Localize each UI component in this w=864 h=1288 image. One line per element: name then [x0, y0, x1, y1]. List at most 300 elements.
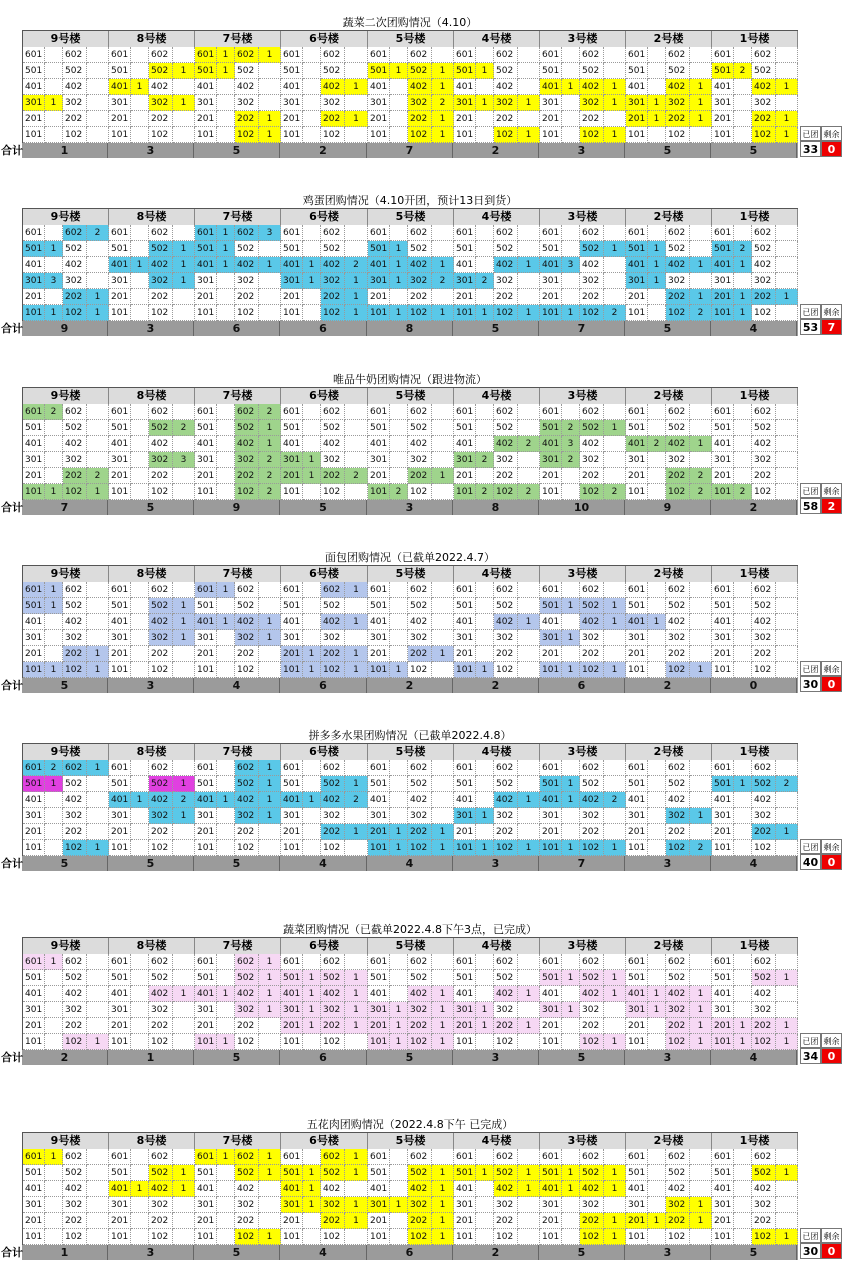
- order-count: [562, 1018, 580, 1034]
- room-cell: 601: [195, 225, 217, 241]
- order-count: 1: [259, 127, 281, 143]
- order-count: [432, 662, 454, 678]
- room-cell: 402: [149, 792, 173, 808]
- order-count: [432, 808, 454, 824]
- room-cell: 202: [149, 468, 173, 484]
- order-count: [776, 760, 798, 776]
- room-cell: 402: [63, 792, 87, 808]
- order-count: [690, 273, 712, 289]
- room-cell: 102: [63, 662, 87, 678]
- room-cell: 602: [408, 225, 432, 241]
- order-count: 2: [690, 468, 712, 484]
- remain-count: 0: [821, 854, 842, 870]
- order-count: 2: [45, 760, 63, 776]
- order-count: [303, 436, 321, 452]
- order-count: [690, 776, 712, 792]
- floor-row: [23, 127, 799, 143]
- order-count: [734, 614, 752, 630]
- room-cell: 302: [235, 95, 259, 111]
- room-cell: 101: [540, 305, 562, 321]
- building-header: 2号楼: [626, 566, 712, 582]
- order-count: [173, 111, 195, 127]
- building-total: 5: [539, 1245, 625, 1260]
- room-cell: 502: [494, 420, 518, 436]
- room-cell: 401: [281, 1181, 303, 1197]
- room-cell: 102: [63, 840, 87, 856]
- order-count: [734, 1165, 752, 1181]
- order-count: 1: [259, 776, 281, 792]
- order-count: 1: [776, 127, 798, 143]
- room-cell: 401: [712, 614, 734, 630]
- order-count: 2: [259, 468, 281, 484]
- order-count: 1: [303, 273, 321, 289]
- room-cell: 302: [408, 1002, 432, 1018]
- order-count: 1: [518, 1018, 540, 1034]
- order-count: [518, 760, 540, 776]
- room-cell: 602: [408, 1149, 432, 1165]
- order-count: [131, 630, 149, 646]
- order-count: [390, 646, 408, 662]
- building-total: 5: [711, 143, 797, 158]
- order-count: [259, 1034, 281, 1050]
- room-cell: 501: [23, 776, 45, 792]
- order-count: [173, 1002, 195, 1018]
- room-cell: 501: [540, 420, 562, 436]
- done-label: 已团: [800, 1228, 821, 1243]
- building-total: 5: [108, 856, 194, 871]
- room-cell: 501: [281, 420, 303, 436]
- order-count: [390, 452, 408, 468]
- order-count: [690, 1165, 712, 1181]
- order-count: [217, 1181, 235, 1197]
- order-count: 1: [259, 420, 281, 436]
- room-cell: 402: [408, 986, 432, 1002]
- room-cell: 402: [149, 79, 173, 95]
- room-cell: 402: [752, 79, 776, 95]
- room-cell: 402: [408, 1181, 432, 1197]
- room-cell: 402: [321, 614, 345, 630]
- order-count: 2: [776, 776, 798, 792]
- order-count: [734, 808, 752, 824]
- room-cell: 402: [580, 792, 604, 808]
- order-count: [259, 598, 281, 614]
- building-total: 3: [367, 500, 453, 515]
- order-count: 1: [45, 582, 63, 598]
- order-count: [390, 1165, 408, 1181]
- room-cell: 602: [149, 1149, 173, 1165]
- order-count: 1: [303, 1197, 321, 1213]
- order-count: [87, 582, 109, 598]
- room-cell: 202: [494, 1018, 518, 1034]
- room-cell: 301: [454, 452, 476, 468]
- order-count: [173, 662, 195, 678]
- room-cell: 202: [63, 289, 87, 305]
- room-cell: 302: [752, 808, 776, 824]
- room-cell: 201: [454, 111, 476, 127]
- building-total: 1: [108, 1050, 194, 1065]
- room-cell: 201: [626, 824, 648, 840]
- order-count: 1: [604, 1165, 626, 1181]
- building-total: 5: [22, 856, 108, 871]
- done-label: 已团: [800, 483, 821, 498]
- room-cell: 102: [408, 840, 432, 856]
- room-cell: 301: [195, 1197, 217, 1213]
- order-count: [131, 404, 149, 420]
- order-count: 1: [648, 1002, 666, 1018]
- room-cell: 101: [540, 662, 562, 678]
- floor-row: [23, 1018, 799, 1034]
- order-count: 1: [390, 273, 408, 289]
- building-header: 4号楼: [454, 938, 540, 954]
- order-count: [87, 970, 109, 986]
- order-count: [432, 614, 454, 630]
- room-cell: 101: [109, 662, 131, 678]
- order-count: [562, 127, 580, 143]
- room-cell: 102: [408, 1229, 432, 1245]
- order-count: [87, 1213, 109, 1229]
- order-count: 2: [518, 484, 540, 500]
- room-cell: 501: [368, 776, 390, 792]
- order-count: [432, 792, 454, 808]
- order-count: 1: [217, 1149, 235, 1165]
- order-count: [690, 792, 712, 808]
- order-count: 1: [432, 1229, 454, 1245]
- room-cell: 401: [454, 257, 476, 273]
- room-cell: 401: [626, 79, 648, 95]
- order-count: 2: [734, 241, 752, 257]
- room-cell: 102: [321, 1229, 345, 1245]
- room-cell: 301: [712, 1002, 734, 1018]
- room-cell: 601: [454, 582, 476, 598]
- order-count: [390, 760, 408, 776]
- room-cell: 202: [149, 1213, 173, 1229]
- room-cell: 602: [752, 954, 776, 970]
- order-count: [131, 305, 149, 321]
- room-cell: 102: [149, 305, 173, 321]
- order-count: 2: [390, 484, 408, 500]
- room-cell: 302: [63, 452, 87, 468]
- order-count: 2: [562, 420, 580, 436]
- order-count: 1: [87, 1034, 109, 1050]
- order-count: 1: [734, 289, 752, 305]
- room-cell: 501: [195, 1165, 217, 1181]
- order-count: 1: [217, 614, 235, 630]
- order-count: [734, 598, 752, 614]
- room-cell: 101: [195, 840, 217, 856]
- room-cell: 402: [494, 614, 518, 630]
- order-count: [45, 1018, 63, 1034]
- room-cell: 601: [23, 1149, 45, 1165]
- order-count: 2: [648, 436, 666, 452]
- order-count: 1: [604, 840, 626, 856]
- order-count: [734, 954, 752, 970]
- building-header: 7号楼: [195, 1133, 281, 1149]
- room-cell: 502: [494, 776, 518, 792]
- room-cell: 601: [23, 404, 45, 420]
- order-count: 1: [390, 1018, 408, 1034]
- room-cell: 201: [368, 646, 390, 662]
- order-count: 2: [259, 452, 281, 468]
- room-cell: 501: [281, 970, 303, 986]
- room-cell: 501: [109, 63, 131, 79]
- building-total: 3: [108, 321, 194, 336]
- building-header: 2号楼: [626, 938, 712, 954]
- order-count: [217, 808, 235, 824]
- room-cell: 101: [195, 305, 217, 321]
- order-count: 1: [648, 273, 666, 289]
- order-count: [131, 225, 149, 241]
- order-count: [131, 436, 149, 452]
- remain-label: 剩余: [821, 661, 842, 676]
- room-cell: 101: [109, 1229, 131, 1245]
- room-cell: 201: [195, 1213, 217, 1229]
- room-cell: 602: [494, 404, 518, 420]
- order-count: [734, 225, 752, 241]
- building-total: 4: [194, 678, 280, 693]
- order-count: [303, 1034, 321, 1050]
- room-cell: 302: [580, 95, 604, 111]
- room-cell: 601: [454, 225, 476, 241]
- room-cell: 502: [666, 63, 690, 79]
- order-count: 1: [562, 840, 580, 856]
- order-count: [303, 1149, 321, 1165]
- order-count: [303, 760, 321, 776]
- order-count: [776, 305, 798, 321]
- room-cell: 502: [580, 598, 604, 614]
- building-header: 1号楼: [712, 388, 798, 404]
- room-cell: 601: [712, 47, 734, 63]
- room-cell: 102: [408, 305, 432, 321]
- room-cell: 102: [63, 1229, 87, 1245]
- room-cell: 302: [494, 808, 518, 824]
- floor-row: [23, 257, 799, 273]
- order-count: [303, 79, 321, 95]
- order-count: [390, 1149, 408, 1165]
- order-count: [648, 662, 666, 678]
- order-count: [518, 225, 540, 241]
- order-count: [345, 225, 368, 241]
- order-count: [476, 79, 494, 95]
- order-count: [345, 1229, 368, 1245]
- room-cell: 501: [195, 970, 217, 986]
- order-count: [476, 776, 494, 792]
- room-cell: 201: [712, 1018, 734, 1034]
- room-cell: 102: [752, 662, 776, 678]
- building-header: 3号楼: [540, 388, 626, 404]
- order-count: [173, 824, 195, 840]
- order-count: [217, 79, 235, 95]
- room-cell: 302: [494, 95, 518, 111]
- order-count: [345, 1181, 368, 1197]
- order-count: [476, 225, 494, 241]
- order-count: [173, 1034, 195, 1050]
- room-cell: 401: [23, 792, 45, 808]
- room-cell: 602: [149, 225, 173, 241]
- room-cell: 301: [712, 95, 734, 111]
- room-cell: 502: [752, 63, 776, 79]
- order-count: [690, 1229, 712, 1245]
- room-cell: 502: [408, 970, 432, 986]
- room-cell: 401: [626, 1181, 648, 1197]
- building-header: 7号楼: [195, 938, 281, 954]
- building-header: 4号楼: [454, 388, 540, 404]
- done-count: 30: [800, 676, 821, 692]
- room-cell: 401: [195, 614, 217, 630]
- order-count: 2: [259, 484, 281, 500]
- order-count: [217, 452, 235, 468]
- room-cell: 101: [712, 662, 734, 678]
- order-count: [131, 111, 149, 127]
- order-count: 1: [303, 646, 321, 662]
- room-cell: 601: [368, 954, 390, 970]
- order-count: 1: [131, 1181, 149, 1197]
- order-count: [562, 986, 580, 1002]
- order-count: [604, 1002, 626, 1018]
- room-cell: 302: [408, 273, 432, 289]
- room-cell: 401: [109, 257, 131, 273]
- room-cell: 502: [149, 776, 173, 792]
- room-cell: 102: [63, 1034, 87, 1050]
- room-cell: 202: [666, 824, 690, 840]
- building-total: 1: [22, 143, 108, 158]
- room-cell: 501: [368, 598, 390, 614]
- order-count: [734, 452, 752, 468]
- order-count: [604, 111, 626, 127]
- room-cell: 301: [712, 1197, 734, 1213]
- room-cell: 601: [368, 404, 390, 420]
- room-cell: 501: [195, 776, 217, 792]
- order-count: [45, 47, 63, 63]
- room-cell: 101: [195, 127, 217, 143]
- building-total: 10: [539, 500, 625, 515]
- room-cell: 202: [494, 468, 518, 484]
- order-count: [562, 1149, 580, 1165]
- room-cell: 201: [368, 824, 390, 840]
- order-count: [432, 1149, 454, 1165]
- room-cell: 602: [580, 47, 604, 63]
- order-count: [648, 954, 666, 970]
- room-cell: 602: [321, 760, 345, 776]
- room-cell: 102: [408, 127, 432, 143]
- order-count: 1: [390, 1197, 408, 1213]
- remain-count: 7: [821, 319, 842, 335]
- room-cell: 601: [712, 404, 734, 420]
- building-header: 5号楼: [368, 566, 454, 582]
- room-cell: 102: [235, 840, 259, 856]
- order-count: 1: [604, 1034, 626, 1050]
- order-count: [390, 225, 408, 241]
- room-cell: 501: [281, 241, 303, 257]
- room-cell: 201: [109, 1018, 131, 1034]
- order-count: [390, 1213, 408, 1229]
- room-cell: 202: [666, 1018, 690, 1034]
- order-count: [45, 614, 63, 630]
- order-count: [690, 614, 712, 630]
- floor-row: [23, 468, 799, 484]
- room-cell: 101: [23, 305, 45, 321]
- room-cell: 202: [580, 111, 604, 127]
- order-count: 2: [432, 95, 454, 111]
- room-cell: 402: [494, 792, 518, 808]
- room-cell: 401: [540, 79, 562, 95]
- order-count: 1: [345, 662, 368, 678]
- room-cell: 301: [195, 808, 217, 824]
- order-count: 1: [173, 630, 195, 646]
- room-cell: 101: [626, 840, 648, 856]
- room-cell: 602: [149, 404, 173, 420]
- room-cell: 401: [109, 614, 131, 630]
- order-count: 1: [87, 484, 109, 500]
- room-cell: 102: [752, 840, 776, 856]
- order-count: 2: [476, 484, 494, 500]
- floor-row: [23, 776, 799, 792]
- room-cell: 301: [454, 1197, 476, 1213]
- room-cell: 201: [454, 1018, 476, 1034]
- building-total: 3: [108, 678, 194, 693]
- room-cell: 402: [321, 257, 345, 273]
- order-count: [690, 63, 712, 79]
- room-cell: 402: [149, 614, 173, 630]
- floor-row: [23, 79, 799, 95]
- room-cell: 602: [580, 954, 604, 970]
- room-cell: 101: [626, 662, 648, 678]
- room-cell: 201: [195, 824, 217, 840]
- order-count: 1: [45, 662, 63, 678]
- order-count: [173, 225, 195, 241]
- order-count: [87, 614, 109, 630]
- order-count: [131, 241, 149, 257]
- room-cell: 202: [63, 1213, 87, 1229]
- room-cell: 101: [368, 1034, 390, 1050]
- order-count: [776, 241, 798, 257]
- floor-row: [23, 452, 799, 468]
- building-total: 3: [625, 1050, 711, 1065]
- building-header: 6号楼: [281, 31, 368, 47]
- order-count: [648, 1034, 666, 1050]
- room-cell: 102: [408, 1034, 432, 1050]
- room-cell: 101: [454, 840, 476, 856]
- order-count: 1: [476, 840, 494, 856]
- building-header: 3号楼: [540, 31, 626, 47]
- order-count: [604, 63, 626, 79]
- order-count: [476, 241, 494, 257]
- order-count: [390, 404, 408, 420]
- building-header: 9号楼: [23, 209, 109, 225]
- done-count: 33: [800, 141, 821, 157]
- order-count: [518, 452, 540, 468]
- order-count: [173, 954, 195, 970]
- order-count: [476, 986, 494, 1002]
- order-count: [734, 273, 752, 289]
- order-count: [173, 468, 195, 484]
- order-count: 1: [259, 954, 281, 970]
- order-count: 1: [432, 1197, 454, 1213]
- order-count: 1: [432, 1034, 454, 1050]
- room-cell: 602: [666, 760, 690, 776]
- room-cell: 602: [580, 1149, 604, 1165]
- room-cell: 301: [23, 808, 45, 824]
- order-count: [303, 404, 321, 420]
- room-cell: 401: [540, 792, 562, 808]
- room-cell: 401: [712, 792, 734, 808]
- order-count: [259, 1018, 281, 1034]
- building-header: 8号楼: [109, 744, 195, 760]
- building-total: 2: [453, 1245, 539, 1260]
- room-cell: 201: [195, 289, 217, 305]
- room-cell: 602: [235, 582, 259, 598]
- room-cell: 602: [752, 404, 776, 420]
- building-total: 4: [367, 856, 453, 871]
